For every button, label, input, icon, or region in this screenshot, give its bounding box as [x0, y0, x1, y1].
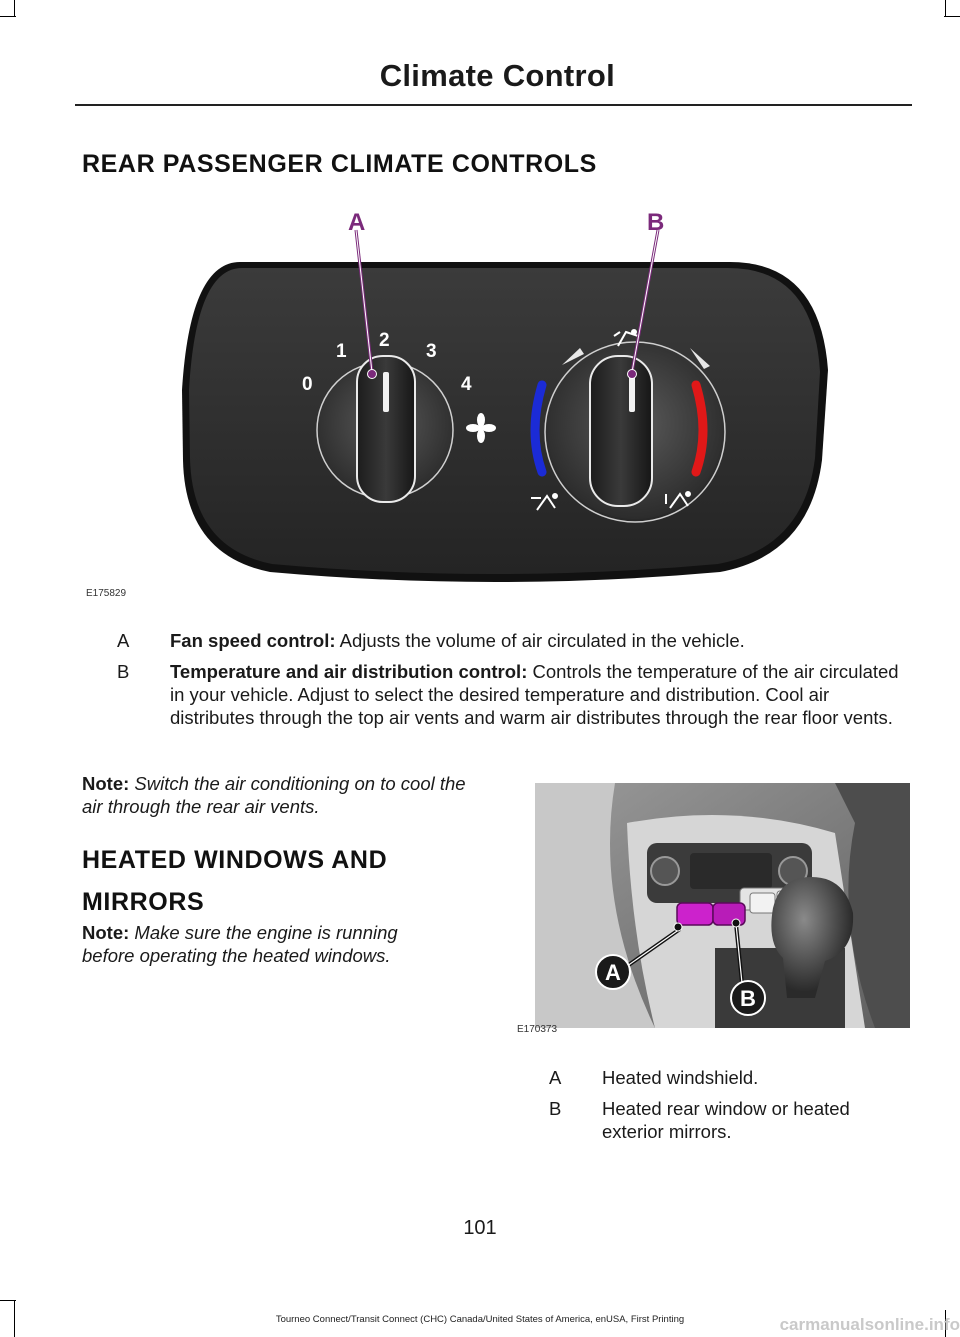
figure-id-rear-climate: E175829 [86, 588, 127, 599]
fan-number-1: 1 [336, 341, 347, 362]
watermark: carmanualsonline.info [779, 1315, 960, 1334]
crop-mark-tr-h [944, 16, 960, 17]
note-text: Make sure the engine is running before operating the heated windows. [82, 922, 398, 966]
definition-term: Fan speed control: [170, 630, 336, 651]
definition-text: Heated rear window or heated exterior mirrors. [602, 1098, 850, 1142]
fan-number-4: 4 [461, 374, 472, 395]
definition-term: Temperature and air distribution control: [170, 661, 528, 682]
definition-key: A [117, 630, 130, 651]
note-label: Note: [82, 773, 130, 794]
definition-text: Controls the temperature of the air circulated in your vehicle. Adjust to select the desired temperature and distribution. Cool air distributes through the top air vents and warm air distributes through the rear floor vents. [170, 661, 899, 728]
footer-text: Tourneo Connect/Transit Connect (CHC) Canada/United States of America, enUSA, First Printing [275, 1314, 685, 1325]
definition-key: B [549, 1098, 562, 1119]
note-text: Switch the air conditioning on to cool the air through the rear air vents. [82, 773, 466, 817]
crop-mark-bl-h [0, 1300, 16, 1301]
crop-mark-tl-v [14, 0, 15, 16]
heated-windows-figure [535, 783, 910, 1028]
callout-a-label: A [348, 209, 366, 236]
definition-text: Heated windshield. [602, 1067, 759, 1088]
figure-id-heated-windows: E170373 [517, 1024, 558, 1035]
heated-windshield-button [677, 903, 713, 925]
crop-mark-tl-h [0, 16, 16, 17]
section-heading-heated-windows [82, 844, 387, 919]
note-label: Note: [82, 922, 130, 943]
definition-text: Adjusts the volume of air circulated in the vehicle. [335, 630, 745, 651]
rear-climate-control-figure [80, 200, 910, 605]
heading-line-2: MIRRORS [82, 888, 205, 916]
definition-key: B [117, 661, 130, 682]
note-engine-running [82, 921, 452, 967]
page-number: 101 [463, 1217, 497, 1239]
fan-number-0: 0 [302, 374, 313, 395]
page-header-title: Climate Control [379, 58, 615, 93]
definition-key: A [549, 1067, 562, 1088]
crop-mark-tr-v [945, 0, 946, 16]
callout-b-label: B [647, 209, 665, 236]
svg-text:B: B [740, 986, 756, 1011]
fan-number-3: 3 [426, 341, 437, 362]
note-air-conditioning [82, 772, 482, 818]
header-divider [75, 104, 912, 106]
svg-text:A: A [605, 960, 621, 985]
fan-number-2: 2 [379, 330, 390, 351]
heading-line-1: HEATED WINDOWS AND [82, 846, 388, 874]
section-heading-rear-climate: REAR PASSENGER CLIMATE CONTROLS [82, 150, 597, 178]
temperature-knob [590, 356, 652, 506]
radio-knob-left [651, 857, 679, 885]
